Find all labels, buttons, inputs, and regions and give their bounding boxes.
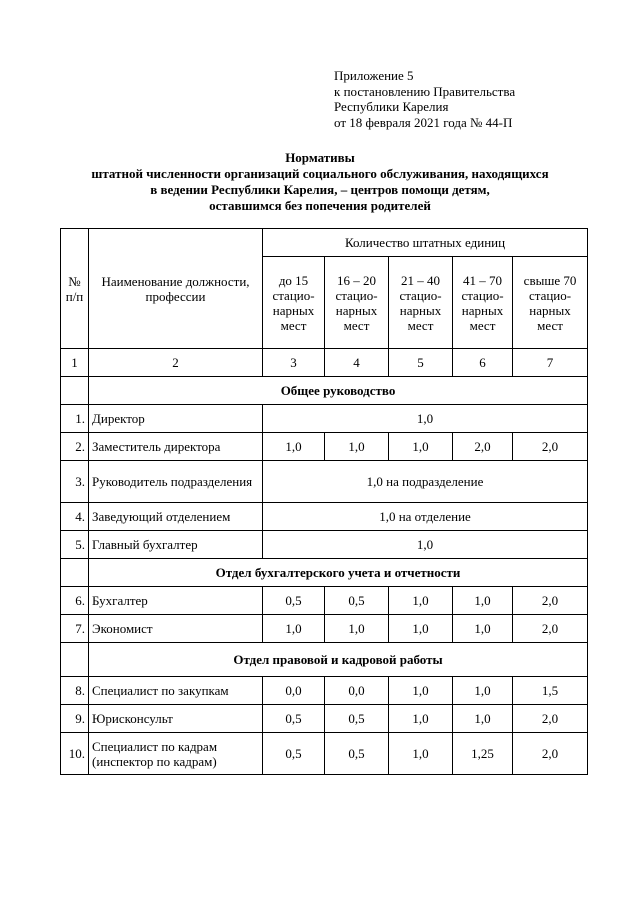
row-position: Специалист по кадрам (инспектор по кадрам) <box>89 733 263 775</box>
norms-table <box>60 228 588 775</box>
appendix-line: к постановлению Правительства <box>334 83 516 99</box>
row-position: Главный бухгалтер <box>89 531 263 559</box>
row-number: 9. <box>61 705 89 733</box>
appendix-block <box>334 68 515 130</box>
row-value: 0,5 <box>263 733 325 775</box>
column-numbers-row <box>61 349 588 377</box>
row-value: 2,0 <box>453 433 513 461</box>
section-row <box>61 377 588 405</box>
table-row <box>61 587 588 615</box>
row-value: 0,5 <box>325 705 389 733</box>
row-value: 1,0 <box>453 705 513 733</box>
title-line: в ведении Республики Карелия, – центров помощи детям, <box>150 182 490 197</box>
row-position: Юрисконсульт <box>89 705 263 733</box>
row-number: 10. <box>61 733 89 775</box>
row-value: 2,0 <box>513 587 588 615</box>
row-value: 1,0 <box>389 433 453 461</box>
row-value: 0,5 <box>263 587 325 615</box>
table-row <box>61 461 588 503</box>
row-value-merged: 1,0 на отделение <box>263 503 588 531</box>
table-row <box>61 531 588 559</box>
row-value: 1,0 <box>453 677 513 705</box>
row-value: 2,0 <box>513 733 588 775</box>
row-position: Экономист <box>89 615 263 643</box>
section-title: Отдел бухгалтерского учета и отчетности <box>89 559 588 587</box>
colnum-cell: 5 <box>389 349 453 377</box>
row-value: 1,0 <box>389 587 453 615</box>
header-col-2: 16 – 20 стацио-нарных мест <box>325 257 389 349</box>
header-col-3: 21 – 40 стацио-нарных мест <box>389 257 453 349</box>
row-value-merged: 1,0 <box>263 531 588 559</box>
header-col-5: свыше 70 стацио-нарных мест <box>513 257 588 349</box>
row-value: 2,0 <box>513 433 588 461</box>
row-value: 1,5 <box>513 677 588 705</box>
document-title <box>40 150 600 214</box>
title-line: оставшимся без попечения родителей <box>209 198 431 213</box>
row-number: 6. <box>61 587 89 615</box>
colnum-cell: 4 <box>325 349 389 377</box>
row-value: 0,5 <box>263 705 325 733</box>
section-title: Отдел правовой и кадровой работы <box>89 643 588 677</box>
row-value: 1,0 <box>263 433 325 461</box>
header-position: Наименование должности, профессии <box>89 229 263 349</box>
table-row <box>61 615 588 643</box>
header-quantity: Количество штатных единиц <box>263 229 588 257</box>
header-num: № п/п <box>61 229 89 349</box>
table-row <box>61 405 588 433</box>
colnum-cell: 7 <box>513 349 588 377</box>
row-value: 1,0 <box>263 615 325 643</box>
row-number: 2. <box>61 433 89 461</box>
section-title: Общее руководство <box>89 377 588 405</box>
row-value: 0,0 <box>263 677 325 705</box>
table-row <box>61 503 588 531</box>
row-value: 1,0 <box>325 433 389 461</box>
colnum-cell: 1 <box>61 349 89 377</box>
header-col-1: до 15 стацио-нарных мест <box>263 257 325 349</box>
appendix-line: Республики Карелия <box>334 99 449 114</box>
row-position: Заместитель директора <box>89 433 263 461</box>
row-number: 8. <box>61 677 89 705</box>
table-row <box>61 705 588 733</box>
row-value: 0,0 <box>325 677 389 705</box>
row-value-merged: 1,0 на подразделение <box>263 461 588 503</box>
colnum-cell: 2 <box>89 349 263 377</box>
row-position: Руководитель подразделения <box>89 461 263 503</box>
row-value: 1,0 <box>453 615 513 643</box>
row-position: Заведующий отделением <box>89 503 263 531</box>
appendix-line: от 18 февраля 2021 года № 44-П <box>334 114 513 130</box>
row-value: 0,5 <box>325 733 389 775</box>
row-number: 3. <box>61 461 89 503</box>
row-value: 1,0 <box>389 705 453 733</box>
table-row <box>61 733 588 775</box>
row-value: 2,0 <box>513 705 588 733</box>
row-value: 1,0 <box>325 615 389 643</box>
row-number: 5. <box>61 531 89 559</box>
title-line: штатной численности организаций социального обслуживания, находящихся <box>91 166 549 181</box>
row-position: Специалист по закупкам <box>89 677 263 705</box>
row-position: Бухгалтер <box>89 587 263 615</box>
row-number: 4. <box>61 503 89 531</box>
colnum-cell: 6 <box>453 349 513 377</box>
row-value-merged: 1,0 <box>263 405 588 433</box>
row-value: 1,0 <box>389 615 453 643</box>
header-col-4: 41 – 70 стацио-нарных мест <box>453 257 513 349</box>
row-value: 1,25 <box>453 733 513 775</box>
table-row <box>61 433 588 461</box>
table-row <box>61 677 588 705</box>
row-value: 1,0 <box>389 677 453 705</box>
row-value: 0,5 <box>325 587 389 615</box>
row-number: 1. <box>61 405 89 433</box>
title-line: Нормативы <box>285 150 355 165</box>
colnum-cell: 3 <box>263 349 325 377</box>
row-value: 1,0 <box>389 733 453 775</box>
row-position: Директор <box>89 405 263 433</box>
row-number: 7. <box>61 615 89 643</box>
appendix-line: Приложение 5 <box>334 68 414 83</box>
section-row <box>61 643 588 677</box>
row-value: 2,0 <box>513 615 588 643</box>
row-value: 1,0 <box>453 587 513 615</box>
section-row <box>61 559 588 587</box>
